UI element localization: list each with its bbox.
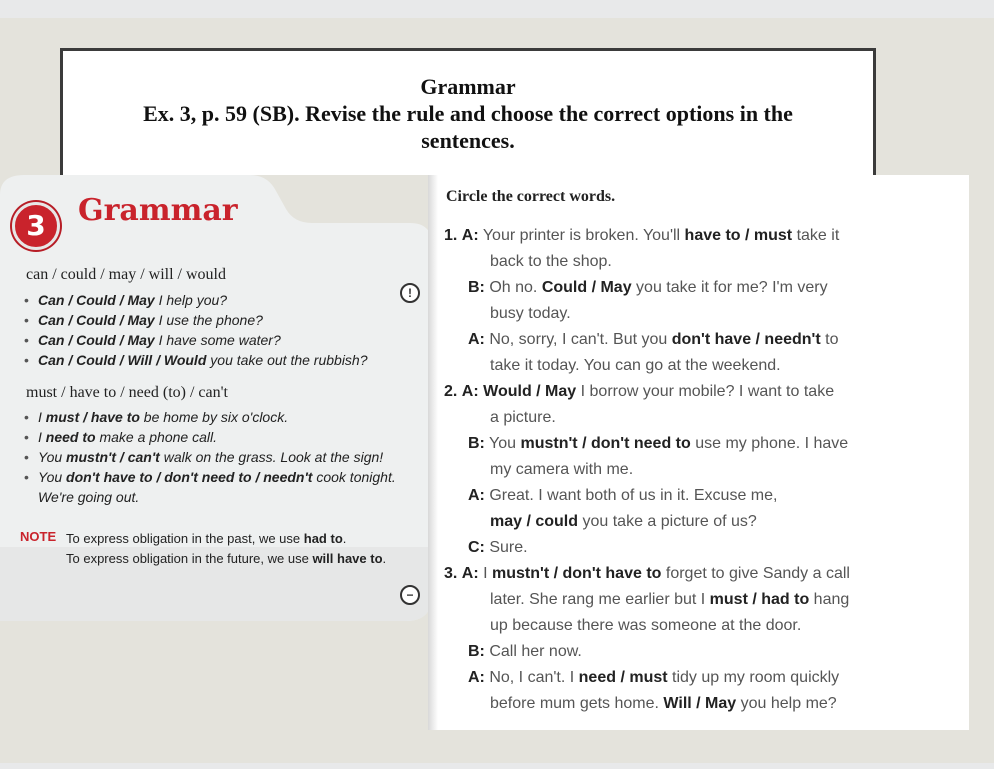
exercise-panel — [430, 175, 969, 730]
exercise-line: A: No, I can't. I need / must tidy up my room quickly — [468, 669, 840, 686]
title-box — [60, 48, 876, 175]
exercise-line: before mum gets home. Will / May you help me? — [490, 695, 837, 712]
slide — [0, 18, 994, 763]
exercise-line: A: No, sorry, I can't. But you don't have / needn't to — [468, 331, 839, 348]
exercise-line: take it today. You can go at the weekend. — [490, 357, 781, 374]
exercise-line: my camera with me. — [490, 461, 634, 478]
exercise-line: back to the shop. — [490, 253, 612, 270]
rule-item: • I must / have to be home by six o'clock. — [24, 407, 419, 427]
rule-item: • Can / Could / May I help you? — [24, 290, 368, 310]
exercise-line: a picture. — [490, 409, 556, 426]
rule-item: • I need to make a phone call. — [24, 427, 419, 447]
rule-item: • Can / Could / May I have some water? — [24, 330, 368, 350]
grammar-heading: Grammar — [78, 193, 238, 228]
minus-circle-icon: − — [400, 585, 420, 605]
info-circle-icon: ! — [400, 283, 420, 303]
rule-list-obligation — [24, 407, 419, 507]
exercise-line: busy today. — [490, 305, 571, 322]
exercise-line: B: Oh no. Could / May you take it for me? I'm very — [468, 279, 828, 296]
rule-list-modals — [24, 290, 368, 370]
exercise-line: B: You mustn't / don't need to use my phone. I have — [468, 435, 849, 452]
exercise-line: later. She rang me earlier but I must / had to hang — [490, 591, 850, 608]
title-line-1: Grammar — [420, 74, 516, 99]
rule-heading-obligation: must / have to / need (to) / can't — [26, 384, 228, 401]
grammar-rule-panel — [0, 175, 432, 621]
rule-item: • You mustn't / can't walk on the grass. Look at the sign! — [24, 447, 419, 467]
exercise-line: 3. A: I mustn't / don't have to forget to give Sandy a call — [444, 565, 850, 582]
exercise-line: 1. A: Your printer is broken. You'll have to / must take it — [444, 227, 840, 244]
exercise-line: A: Great. I want both of us in it. Excuse me, — [468, 487, 778, 504]
exercise-line: may / could you take a picture of us? — [490, 513, 757, 530]
exercise-line: 2. A: Would / May I borrow your mobile? I want to take — [444, 383, 835, 400]
exercise-line: up because there was someone at the door. — [490, 617, 802, 634]
rule-heading-modals: can / could / may / will / would — [26, 266, 226, 283]
rule-item: • You don't have to / don't need to / needn't cook tonight. We're going out. — [24, 467, 419, 507]
exercise-instruction: Circle the correct words. — [446, 188, 616, 205]
exercise-line: C: Sure. — [468, 539, 528, 556]
note-label: NOTE — [20, 529, 57, 544]
exercise-line: B: Call her now. — [468, 643, 582, 660]
rule-item: • Can / Could / Will / Would you take out the rubbish? — [24, 350, 368, 370]
title-line-2: Ex. 3, p. 59 (SB). Revise the rule and choose the correct options in the — [143, 101, 793, 126]
title-line-3: sentences. — [421, 128, 515, 153]
exercise-number-badge: 3 — [12, 202, 60, 250]
note-text: To express obligation in the past, we use had to. To express obligation in the future, we use will have to. — [66, 531, 387, 566]
rule-item: • Can / Could / May I use the phone? — [24, 310, 368, 330]
